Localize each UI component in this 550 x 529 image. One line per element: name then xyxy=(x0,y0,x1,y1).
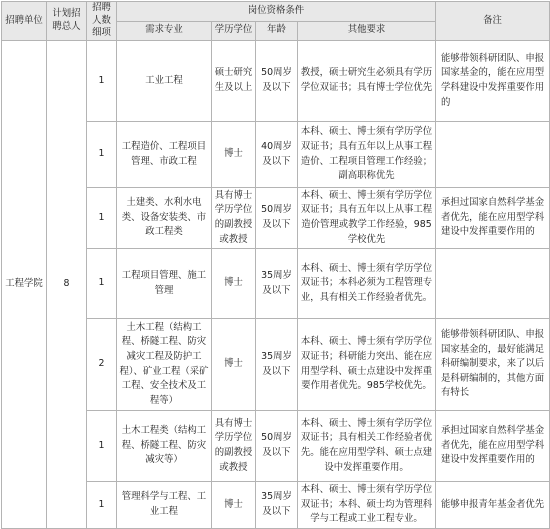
age-cell: 50周岁及以下 xyxy=(256,41,298,122)
remarks-cell: 承担过国家自然科学基金者优先，能在应用型学科建设中发挥重要作用的 xyxy=(436,188,550,249)
age-cell: 50周岁及以下 xyxy=(256,411,298,482)
degree-cell: 博士 xyxy=(212,249,256,319)
degree-cell: 博士 xyxy=(212,482,256,529)
remarks-cell: 能够带领科研团队、申报国家基金的，最好能满足科研编制要求，来了以后是科研编制的，其他方面有特长 xyxy=(436,319,550,411)
major-cell: 土建类、水利水电类、设备安装类、市政工程类 xyxy=(117,188,212,249)
header-remarks: 备注 xyxy=(436,2,550,41)
remarks-cell xyxy=(436,122,550,188)
remarks-cell xyxy=(436,249,550,319)
degree-cell: 博士 xyxy=(212,122,256,188)
degree-cell: 具有博士学历学位的副教授或教授 xyxy=(212,411,256,482)
other-cell: 本科、硕士、博士须有学历学位双证书；具有五年以上从事工程造价、工程项目管理工作经验；副高职称优先 xyxy=(298,122,436,188)
degree-cell: 硕士研究生及以上 xyxy=(212,41,256,122)
other-cell: 本科、硕士、博士须有学历学位双证书；科研能力突出、能在应用型学科、硕士点建设中发挥重要作用者优先。985学校优先。 xyxy=(298,319,436,411)
age-cell: 40周岁及以下 xyxy=(256,122,298,188)
major-cell: 工程造价、工程项目管理、市政工程 xyxy=(117,122,212,188)
recruitment-table xyxy=(1,1,550,529)
count-cell: 1 xyxy=(87,249,117,319)
major-cell: 工业工程 xyxy=(117,41,212,122)
other-cell: 本科、硕士、博士须有学历学位双证书；本科必须为工程管理专业，具有相关工作经验者优先。 xyxy=(298,249,436,319)
count-cell: 1 xyxy=(87,122,117,188)
count-cell: 1 xyxy=(87,188,117,249)
major-cell: 土木工程类（结构工程、桥隧工程、防灾减灾等） xyxy=(117,411,212,482)
header-recruit-count: 招聘人数细项 xyxy=(87,2,117,41)
plan-total-cell: 8 xyxy=(47,41,87,529)
degree-cell: 博士 xyxy=(212,319,256,411)
count-cell: 1 xyxy=(87,411,117,482)
age-cell: 35周岁及以下 xyxy=(256,319,298,411)
table-row xyxy=(2,41,550,122)
degree-cell: 具有博士学历学位的副教授或教授 xyxy=(212,188,256,249)
remarks-cell: 能够带领科研团队、申报国家基金的，能在应用型学科建设中发挥重要作用的 xyxy=(436,41,550,122)
other-cell: 本科、硕士、博士须有学历学位双证书；具有相关工作经验者优先。能在应用型学科、硕士点建设中发挥重要作用。 xyxy=(298,411,436,482)
other-cell: 教授，硕士研究生必须具有学历学位双证书；具有博士学位优先 xyxy=(298,41,436,122)
major-cell: 工程项目管理、施工管理 xyxy=(117,249,212,319)
count-cell: 1 xyxy=(87,482,117,529)
major-cell: 管理科学与工程、工业工程 xyxy=(117,482,212,529)
remarks-cell: 承担过国家自然科学基金者优先，能在应用型学科建设中发挥重要作用的 xyxy=(436,411,550,482)
header-plan-total: 计划招聘总人 xyxy=(47,2,87,41)
other-cell: 本科、硕士、博士须有学历学位双证书；具有五年以上从事工程造价管理或教学工作经验，985学校优先 xyxy=(298,188,436,249)
header-other: 其他要求 xyxy=(298,21,436,41)
header-age: 年龄 xyxy=(256,21,298,41)
header-major: 需求专业 xyxy=(117,21,212,41)
major-cell: 土木工程（结构工程、桥隧工程、防灾减灾工程及防护工程）、矿业工程（采矿工程、安全技术及工程等） xyxy=(117,319,212,411)
count-cell: 1 xyxy=(87,41,117,122)
count-cell: 2 xyxy=(87,319,117,411)
header-conditions: 岗位资格条件 xyxy=(117,2,436,22)
age-cell: 35周岁及以下 xyxy=(256,482,298,529)
remarks-cell: 能够申报青年基金者优先 xyxy=(436,482,550,529)
header-unit: 招聘单位 xyxy=(2,2,47,41)
header-degree: 学历学位 xyxy=(212,21,256,41)
age-cell: 35周岁及以下 xyxy=(256,249,298,319)
age-cell: 50周岁及以下 xyxy=(256,188,298,249)
unit-cell: 工程学院 xyxy=(2,41,47,529)
other-cell: 本科、硕士、博士须有学历学位双证书；本科、硕士均为管理科学与工程或工业工程专业。 xyxy=(298,482,436,529)
